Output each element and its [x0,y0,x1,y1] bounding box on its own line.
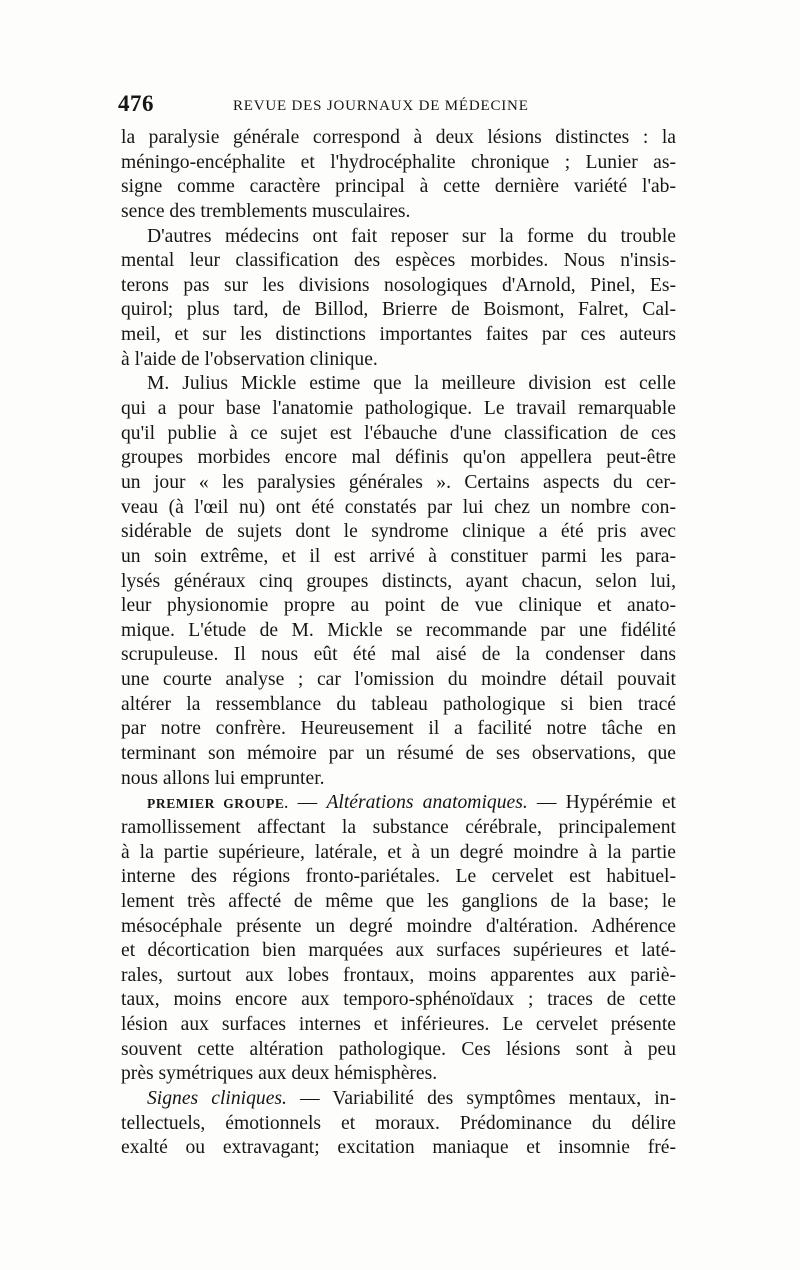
text-line: signe comme caractère principal à cette dernière variété l'ab- [121,176,676,198]
text-line: qu'il publie à ce sujet est l'ébauche d'une classification de ces [121,422,676,444]
section-label: PREMIER GROUPE. [147,796,289,812]
section-heading-line [121,791,676,816]
subsection-rest: — Variabilité des symptômes mentaux, in- [286,1087,676,1109]
subsection-heading-line [121,1087,676,1112]
text-line: par notre confrère. Heureusement il a facilité notre tâche en [121,718,676,740]
text-line: altérer la ressemblance du tableau pathologique si bien tracé [121,693,676,715]
text-line: terminant son mémoire par un résumé de ses observations, que [121,743,676,765]
text-line: interne des régions fronto-pariétales. Le cervelet est habituel- [121,866,676,888]
text-line: groupes morbides encore mal définis qu'on appellera peut-être [121,447,676,469]
text-line: taux, moins encore aux temporo-sphénoïdaux ; traces de cette [121,989,676,1011]
text-line: près symétriques aux deux hémisphères. [121,1063,438,1085]
body-text [121,126,676,1161]
subsection-title: Signes cliniques. [147,1087,287,1109]
text-line: la paralysie générale correspond à deux lésions distinctes : la [121,127,676,148]
text-line: D'autres médecins ont fait reposer sur la forme du trouble [147,225,676,247]
text-line: à la partie supérieure, latérale, et à un degré moindre à la partie [121,841,676,863]
text-line: meil, et sur les distinctions importantes faites par ces auteurs [121,324,676,346]
text-line: exalté ou extravagant; excitation maniaque et insomnie fré- [121,1137,676,1159]
text-line: sidérable de sujets dont le syndrome clinique a été pris avec [121,521,676,543]
text-line: M. Julius Mickle estime que la meilleure division est celle [147,373,676,395]
text-line: quirol; plus tard, de Billod, Brierre de Boismont, Falret, Cal- [121,299,676,321]
text-line: mique. L'étude de M. Mickle se recommande par une fidélité [121,619,676,641]
running-head: REVUE DES JOURNAUX DE MÉDECINE [233,98,529,114]
section-title: Altérations anatomiques. [326,792,528,814]
text-line: veau (à l'œil nu) ont été constatés par lui chez un nombre con- [121,496,676,518]
text-line: lement très affecté de même que les ganglions de la base; le [121,890,676,912]
text-line: sence des tremblements musculaires. [121,200,411,222]
text-line: ramollissement affectant la substance cérébrale, principalement [121,816,676,838]
text-line: méningo-encéphalite et l'hydrocéphalite chronique ; Lunier as- [121,151,676,173]
text-line: un soin extrême, et il est arrivé à constituer parmi les para- [121,545,676,567]
text-line: rales, surtout aux lobes frontaux, moins apparentes aux pariè- [121,964,676,986]
text-line: mental leur classification des espèces morbides. Nous n'insis- [121,250,676,272]
text-line: à l'aide de l'observation clinique. [121,348,378,370]
text-line: mésocéphale présente un degré moindre d'altération. Adhérence [121,915,676,937]
text-line: scrupuleuse. Il nous eût été mal aisé de la condenser dans [121,644,676,666]
text-line: lysés généraux cinq groupes distincts, ayant chacun, selon lui, [121,570,676,592]
page-header [118,91,678,121]
text-line: lésion aux surfaces internes et inférieures. Le cervelet présente [121,1014,676,1036]
page-number: 476 [118,91,154,116]
section-rest: — Hypérémie et [527,792,676,814]
text-line: leur physionomie propre au point de vue clinique et anato- [121,595,676,617]
text-line: et décortication bien marquées aux surfaces supérieures et laté- [121,940,676,962]
text-line: qui a pour base l'anatomie pathologique. Le travail remarquable [121,398,676,420]
text-line: nous allons lui emprunter. [121,767,325,789]
section-dash: — [288,792,327,814]
text-line: terons pas sur les divisions nosologiques d'Arnold, Pinel, Es- [121,274,676,296]
text-line: souvent cette altération pathologique. Ces lésions sont à peu [121,1038,676,1060]
text-line: tellectuels, émotionnels et moraux. Prédominance du délire [121,1112,676,1134]
text-line: une courte analyse ; car l'omission du moindre détail pouvait [121,669,676,691]
text-line: un jour « les paralysies générales ». Certains aspects du cer- [121,471,676,493]
